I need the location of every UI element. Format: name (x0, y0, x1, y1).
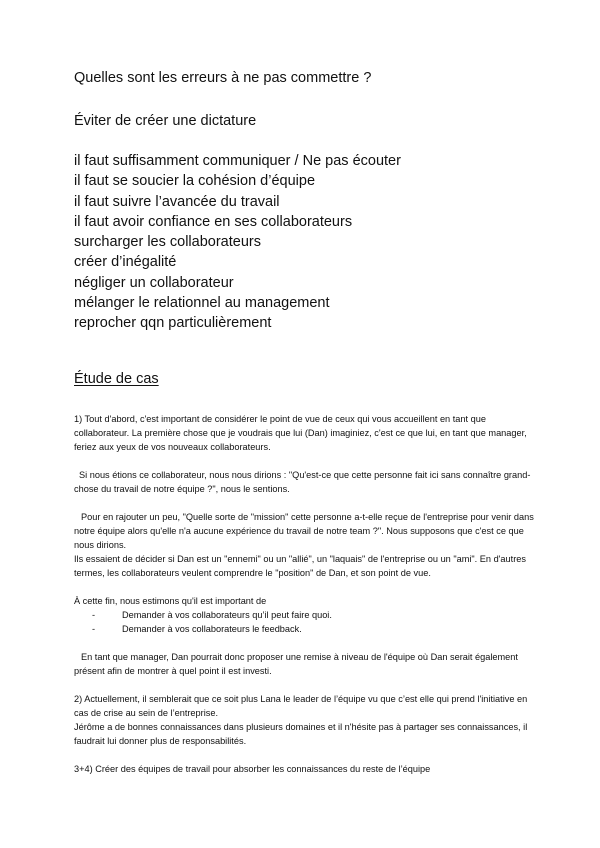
paragraph-2: Si nous étions ce collaborateur, nous nous dirions : "Qu'est-ce que cette personne fait ici sans connaître grand-chose du travail de notre équipe ?", nous le sentions. (74, 470, 531, 494)
paragraph-7: 2) Actuellement, il semblerait que ce soit plus Lana le leader de l’équipe vu que c’est elle qui prend l'initiative en cas de crise au sein de l’entreprise. (74, 694, 528, 718)
error-item: mélanger le relationnel au management (74, 295, 330, 312)
question-heading: Quelles sont les erreurs à ne pas commettre ? (74, 70, 372, 86)
bullet-item (88, 608, 536, 622)
paragraph-3: Pour en rajouter un peu, "Quelle sorte de "mission" cette personne a-t-elle reçue de l'entreprise pour venir dans notre équipe alors qu'elle n'a aucune expérience du travail de notre team ?". Nous supposons que c'est ce que nous dirions. (74, 512, 534, 550)
case-study-title: Étude de cas (74, 371, 159, 387)
paragraph-9: 3+4) Créer des équipes de travail pour absorber les connaissances du reste de l’équipe (74, 764, 431, 774)
bullet-text: Demander à vos collaborateurs le feedback. (122, 624, 302, 634)
error-item: il faut suffisamment communiquer / Ne pas écouter (74, 153, 401, 169)
paragraph-8: Jérôme a de bonnes connaissances dans plusieurs domaines et il n'hésite pas à partager ses connaissances, il faudrait lui donner plus de responsabilités. (74, 722, 528, 746)
error-item: créer d’inégalité (74, 254, 177, 271)
error-item: reprocher qqn particulièrement (74, 315, 272, 332)
error-item: négliger un collaborateur (74, 274, 234, 291)
error-item: il faut se soucier la cohésion d’équipe (74, 173, 316, 190)
bullet-marker: - (92, 610, 96, 620)
bullet-item (88, 622, 536, 636)
paragraph-6: En tant que manager, Dan pourrait donc proposer une remise à niveau de l'équipe où Dan serait également présent afin de montrer à quel point il est investi. (74, 652, 518, 676)
bullet-text: Demander à vos collaborateurs qu’il peut faire quoi. (122, 610, 332, 620)
paragraph-4: Ils essaient de décider si Dan est un "ennemi" ou un "allié", un "laquais" de l'entreprise ou un "ami". En d'autres termes, les collaborateurs veulent comprendre le "position" de Dan, et son point de vue. (74, 554, 526, 578)
bullet-list (74, 608, 536, 636)
error-item: surcharger les collaborateurs (74, 234, 261, 251)
bullet-marker: - (92, 624, 96, 634)
avoid-dictatorship-line: Éviter de créer une dictature (74, 113, 257, 129)
error-item: il faut avoir confiance en ses collaborateurs (74, 213, 353, 230)
case-study-body (74, 412, 536, 776)
paragraph-1: 1) Tout d'abord, c'est important de considérer le point de vue de ceux qui vous accueillent en tant que collaborateur. La première chose que je voudrais que lui (Dan) imaginiez, c'est ce que lui, en tant que manager, feriez aux yeux de vos nouveaux collaborateurs. (74, 414, 527, 452)
errors-list (74, 151, 401, 334)
error-item: il faut suivre l’avancée du travail (74, 193, 280, 210)
paragraph-5: À cette fin, nous estimons qu'il est important de (74, 596, 267, 606)
